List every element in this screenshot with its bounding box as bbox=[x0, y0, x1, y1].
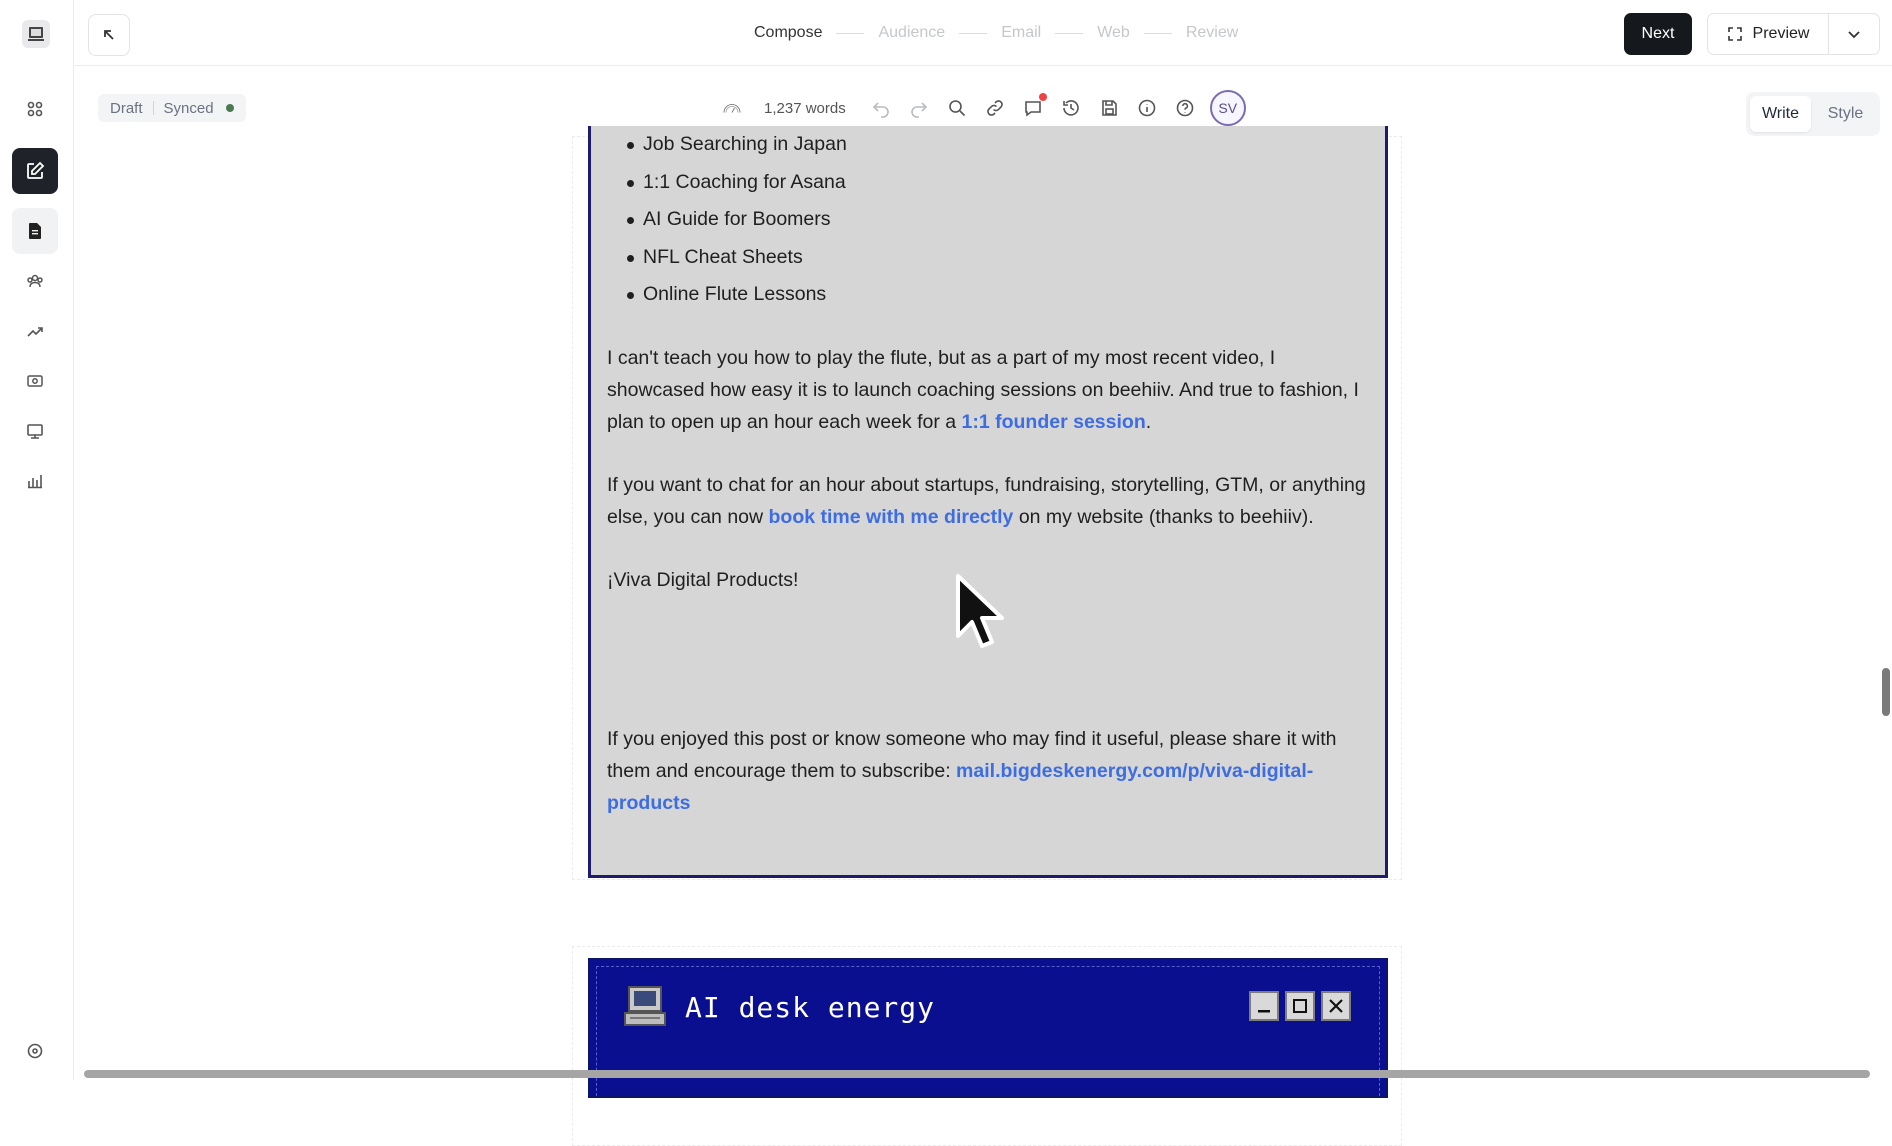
paragraph-text: If you enjoyed this post or know someone who may find it useful, please share it with them and encourage them to subscribe: bbox=[607, 727, 1337, 782]
list-item: 1:1 Coaching for Asana bbox=[627, 164, 1377, 202]
paragraph bbox=[607, 469, 1377, 533]
step-email[interactable]: Email bbox=[1001, 24, 1042, 41]
status-divider bbox=[153, 101, 154, 115]
window-controls bbox=[1249, 991, 1351, 1021]
step-compose[interactable]: Compose bbox=[754, 24, 823, 41]
settings-icon[interactable] bbox=[12, 1028, 58, 1074]
paragraph-text: on my website (thanks to beehiiv). bbox=[1013, 505, 1314, 528]
close-icon[interactable] bbox=[1321, 991, 1351, 1021]
list-item: NFL Cheat Sheets bbox=[627, 239, 1377, 277]
history-icon[interactable] bbox=[1058, 95, 1084, 121]
list-item: Online Flute Lessons bbox=[627, 276, 1377, 314]
expand-icon bbox=[1727, 26, 1743, 42]
step-nav bbox=[754, 24, 1238, 42]
left-sidebar bbox=[0, 0, 74, 1080]
paragraph-text: I can't teach you how to play the flute, but as a part of my most recent video, I showcased how easy it is to launch coaching sessions on beehiiv. And true to fashion, I plan to open up an hour each week for a bbox=[607, 346, 1359, 433]
growth-icon[interactable] bbox=[12, 308, 58, 354]
step-audience[interactable]: Audience bbox=[878, 24, 946, 41]
document-icon[interactable] bbox=[12, 208, 58, 254]
paragraph bbox=[607, 342, 1377, 438]
paragraph-text: If you want to chat for an hour about startups, fundraising, storytelling, GTM, or anything else, you can now bbox=[607, 473, 1366, 528]
paragraph bbox=[607, 723, 1377, 819]
top-bar bbox=[74, 0, 1892, 66]
tab-style[interactable]: Style bbox=[1827, 105, 1864, 122]
post-body[interactable] bbox=[607, 126, 1377, 819]
collapse-arrow-icon[interactable] bbox=[88, 14, 130, 56]
analytics-icon[interactable] bbox=[12, 458, 58, 504]
book-time-link[interactable]: book time with me directly bbox=[768, 505, 1014, 528]
preview-button[interactable] bbox=[1708, 14, 1829, 54]
mouse-cursor-icon bbox=[954, 572, 1008, 654]
synced-dot-icon bbox=[226, 104, 234, 112]
step-divider bbox=[1055, 33, 1083, 34]
comment-icon[interactable] bbox=[1020, 95, 1046, 121]
preview-group bbox=[1707, 13, 1880, 55]
help-icon[interactable] bbox=[1172, 95, 1198, 121]
computer-icon bbox=[621, 985, 669, 1029]
word-count: 1,237 words bbox=[764, 99, 846, 117]
undo-icon[interactable] bbox=[868, 95, 894, 121]
content-block[interactable] bbox=[588, 126, 1388, 878]
window-title: AI desk energy bbox=[685, 991, 936, 1024]
step-web[interactable]: Web bbox=[1097, 24, 1130, 41]
redo-icon[interactable] bbox=[906, 95, 932, 121]
logo-icon[interactable] bbox=[22, 20, 50, 48]
preview-label: Preview bbox=[1752, 25, 1810, 42]
subscribe-url-link[interactable]: mail.bigdeskenergy.com/p/viva-digital-products bbox=[607, 759, 1314, 814]
gauge-icon[interactable] bbox=[712, 95, 752, 121]
vertical-scrollbar[interactable] bbox=[1882, 668, 1890, 716]
list-item: Job Searching in Japan bbox=[627, 126, 1377, 164]
paragraph-text: . bbox=[1145, 410, 1152, 433]
link-icon[interactable] bbox=[982, 95, 1008, 121]
step-divider bbox=[836, 33, 864, 34]
mode-toggle bbox=[1746, 92, 1880, 136]
founder-session-link[interactable]: 1:1 founder session bbox=[961, 410, 1146, 433]
search-icon[interactable] bbox=[944, 95, 970, 121]
synced-label: Synced bbox=[163, 99, 214, 117]
product-list bbox=[627, 126, 1377, 314]
list-item: AI Guide for Boomers bbox=[627, 201, 1377, 239]
editor-toolbar bbox=[712, 88, 1246, 128]
notification-dot-icon bbox=[1039, 93, 1047, 101]
paragraph: ¡Viva Digital Products! bbox=[607, 568, 799, 591]
dashboard-grid-icon[interactable] bbox=[12, 86, 58, 132]
next-button[interactable]: Next bbox=[1624, 13, 1692, 55]
monetize-icon[interactable] bbox=[12, 358, 58, 404]
step-divider bbox=[1144, 33, 1172, 34]
step-divider bbox=[959, 33, 987, 34]
avatar[interactable]: SV bbox=[1210, 90, 1246, 126]
tab-write[interactable]: Write bbox=[1750, 96, 1811, 132]
maximize-icon[interactable] bbox=[1285, 991, 1315, 1021]
status-badge bbox=[98, 94, 246, 122]
step-review[interactable]: Review bbox=[1185, 24, 1239, 41]
edit-icon[interactable] bbox=[12, 148, 58, 194]
minimize-icon[interactable] bbox=[1249, 991, 1279, 1021]
website-icon[interactable] bbox=[12, 408, 58, 454]
info-icon[interactable] bbox=[1134, 95, 1160, 121]
audience-icon[interactable] bbox=[12, 258, 58, 304]
draft-label: Draft bbox=[110, 99, 143, 117]
save-icon[interactable] bbox=[1096, 95, 1122, 121]
chevron-down-icon[interactable] bbox=[1829, 14, 1879, 54]
horizontal-scrollbar[interactable] bbox=[84, 1070, 1870, 1078]
